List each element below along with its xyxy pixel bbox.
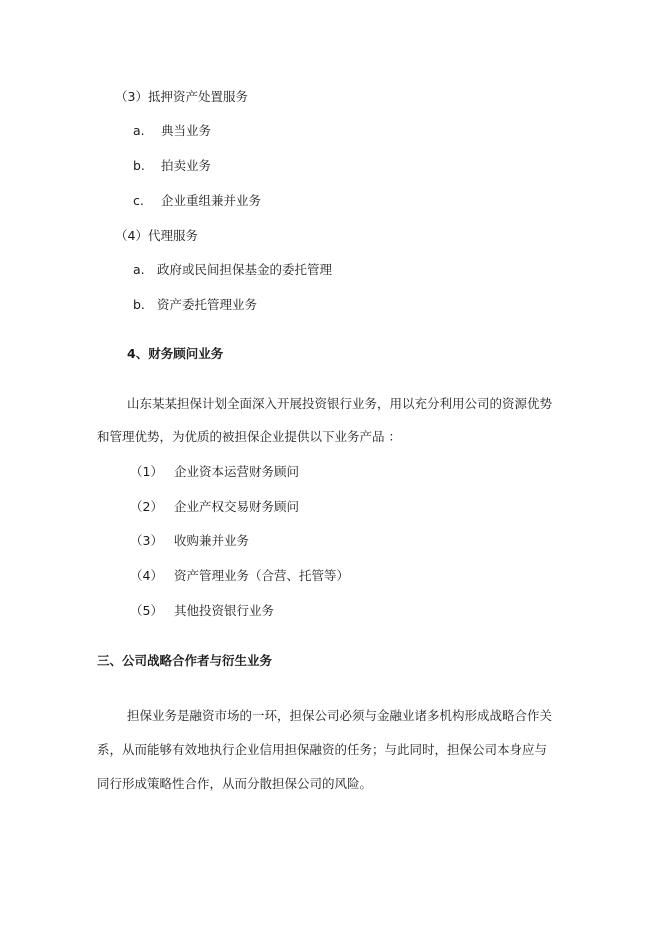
list-item [133, 296, 257, 314]
section-4-heading: （4）代理服务 [115, 228, 198, 243]
list-item [130, 532, 249, 550]
list-item [130, 602, 274, 620]
list-item-text: 拍卖业务 [160, 158, 211, 173]
advisory-heading: 4、财务顾问业务 [127, 346, 224, 361]
list-item-text: 资产管理业务（合营、托管等） [173, 568, 349, 583]
list-marker: （4） [130, 568, 163, 583]
chapter-3-heading: 三、公司战略合作者与衍生业务 [97, 653, 273, 668]
list-item-text: 资产委托管理业务 [156, 297, 257, 312]
list-marker: （1） [130, 464, 163, 479]
list-item-text: 企业资本运营财务顾问 [173, 464, 299, 479]
list-item-text: 政府或民间担保基金的委托管理 [156, 262, 332, 277]
list-item [130, 463, 299, 481]
list-marker: b. [133, 158, 145, 173]
list-item-text: 其他投资银行业务 [173, 603, 274, 618]
list-marker: a. [133, 262, 145, 277]
list-marker: a. [133, 123, 145, 138]
advisory-intro-line: 和管理优势，为优质的被担保企业提供以下业务产品 ： [97, 429, 401, 444]
list-item [130, 498, 299, 516]
list-item-text: 典当业务 [160, 123, 211, 138]
list-marker: c. [133, 193, 144, 208]
list-item [133, 261, 332, 279]
chapter-3-paragraph-line: 同行形成策略性合作，从而分散担保公司的风险。 [97, 776, 373, 791]
list-item-text: 企业重组兼并业务 [160, 193, 261, 208]
list-marker: b. [133, 297, 145, 312]
list-item [133, 122, 211, 140]
list-marker: （5） [130, 603, 163, 618]
list-item [133, 192, 261, 210]
list-marker: （3） [130, 533, 163, 548]
list-item-text: 企业产权交易财务顾问 [173, 499, 299, 514]
chapter-3-paragraph-line: 担保业务是融资市场的一环，担保公司必须与金融业诸多机构形成战略合作关 [127, 708, 553, 723]
list-item [130, 567, 349, 585]
list-item-text: 收购兼并业务 [173, 533, 249, 548]
list-item [133, 157, 211, 175]
section-3-heading: （3）抵押资产处置服务 [115, 89, 248, 104]
list-marker: （2） [130, 499, 163, 514]
advisory-intro-line: 山东某某担保计划全面深入开展投资银行业务，用以充分利用公司的资源优势 [127, 396, 553, 411]
chapter-3-paragraph-line: 系，从而能够有效地执行企业信用担保融资的任务；与此同时，担保公司本身应与 [97, 742, 548, 757]
